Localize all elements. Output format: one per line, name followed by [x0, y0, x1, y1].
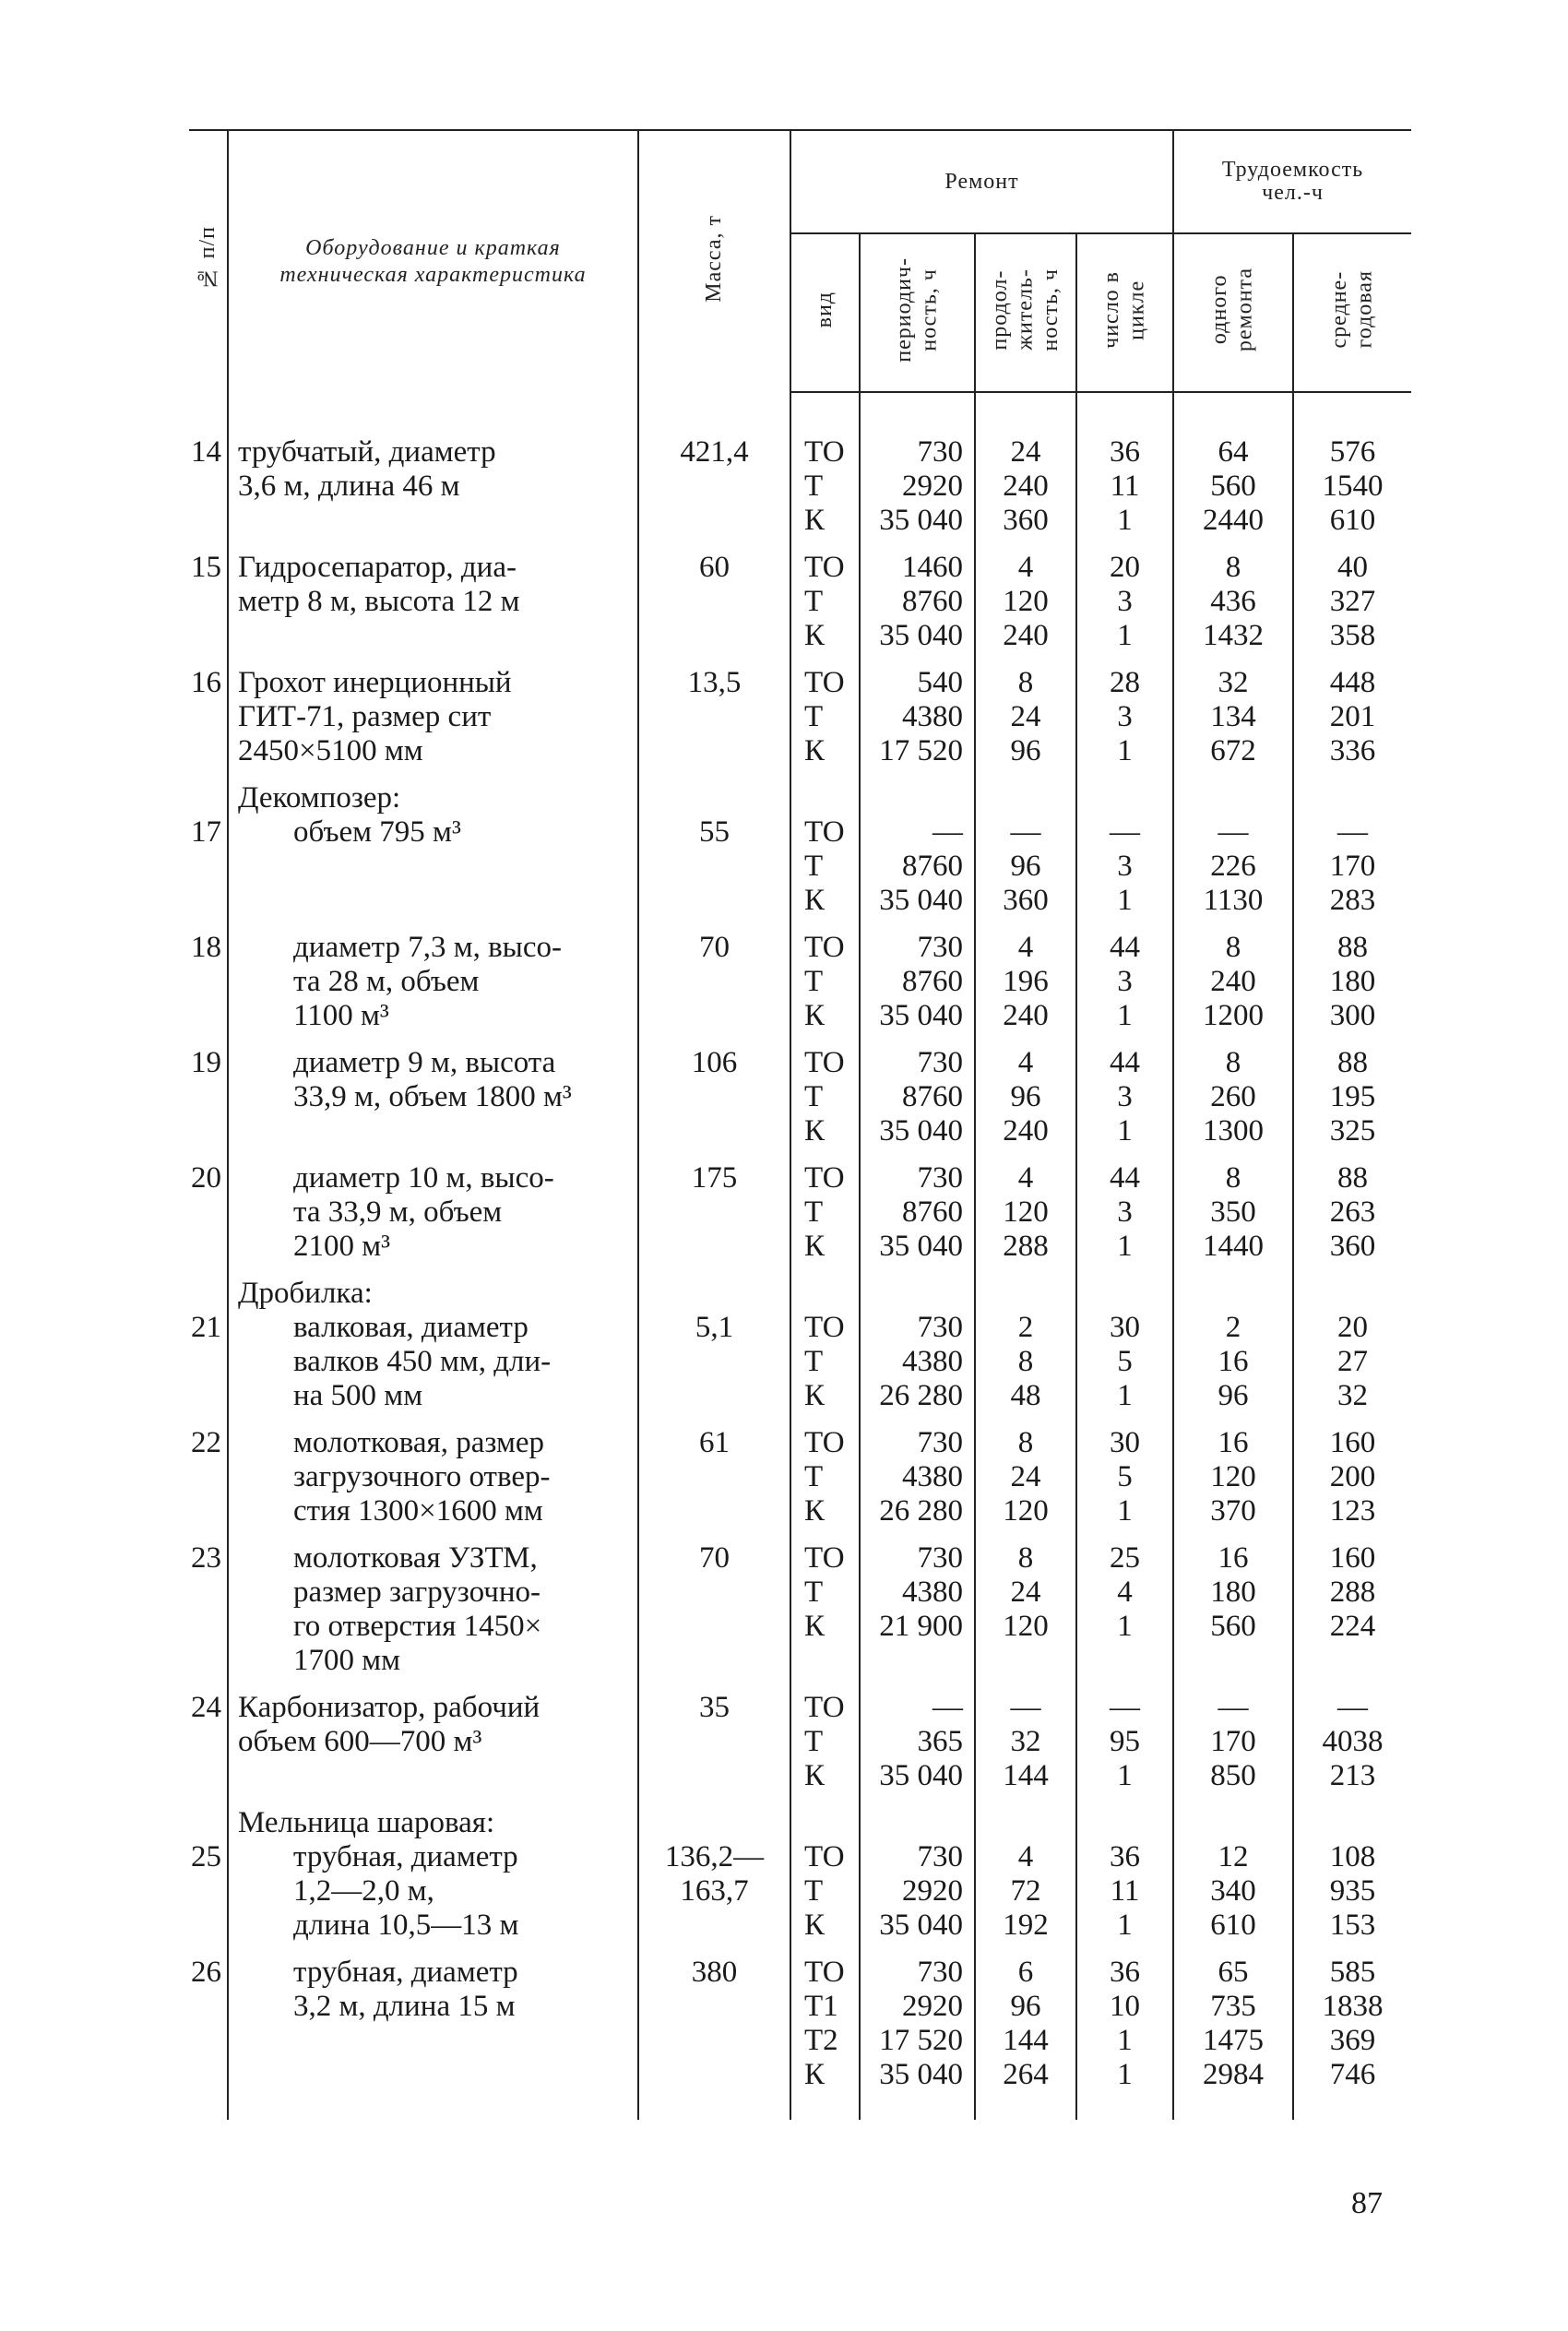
mass-value: 35 [638, 1691, 790, 1806]
table-cell [1293, 1806, 1411, 1840]
table-cell [975, 1806, 1076, 1840]
table-cell [189, 781, 228, 815]
labor-one-repair: — 226 1130 [1173, 815, 1293, 931]
repair-duration: 2 8 48 [975, 1311, 1076, 1426]
repair-duration: 4 96 240 [975, 1046, 1076, 1161]
table-row [189, 815, 1411, 931]
table-cell [1076, 1806, 1173, 1840]
repair-duration: 6 96 144 264 [975, 1956, 1076, 2120]
table-row [189, 551, 1411, 666]
repair-kind: ТО Т К [790, 1541, 860, 1691]
col-header-duration: продол- житель- ность, ч [975, 233, 1076, 392]
repair-duration: — 32 144 [975, 1691, 1076, 1806]
labor-one-repair: 16 120 370 [1173, 1426, 1293, 1541]
table-cell [189, 1277, 228, 1311]
labor-annual: 108 935 153 [1293, 1840, 1411, 1956]
row-number: 18 [191, 931, 221, 964]
row-number: 19 [191, 1046, 221, 1079]
row-number: 16 [191, 666, 221, 699]
table-row [189, 435, 1411, 551]
repair-count: 36 11 1 [1076, 435, 1173, 551]
repair-count: 36 11 1 [1076, 1840, 1173, 1956]
repair-duration: 4 72 192 [975, 1840, 1076, 1956]
labor-one-repair: — 170 850 [1173, 1691, 1293, 1806]
equipment-description: молотковая, размер загрузочного отвер- стия 1300×1600 мм [228, 1426, 638, 1541]
row-number: 26 [191, 1956, 221, 1989]
mass-value: 70 [638, 1541, 790, 1691]
mass-value: 421,4 [638, 435, 790, 551]
repair-period: 730 4380 26 280 [860, 1311, 975, 1426]
equipment-description: объем 795 м³ [228, 815, 638, 931]
repair-period: 730 8760 35 040 [860, 931, 975, 1046]
group-label: Декомпозер: [228, 781, 638, 815]
labor-one-repair: 8 436 1432 [1173, 551, 1293, 666]
labor-annual: 20 27 32 [1293, 1311, 1411, 1426]
row-number: 17 [191, 815, 221, 849]
equipment-description: трубная, диаметр 1,2—2,0 м, длина 10,5—13 м [228, 1840, 638, 1956]
repair-kind: ТО Т К [790, 1426, 860, 1541]
spacer-row [189, 392, 1411, 435]
repair-kind: ТО Т К [790, 435, 860, 551]
col-header-mass: Масса, т [638, 130, 790, 392]
labor-annual: 160 200 123 [1293, 1426, 1411, 1541]
repair-count: 20 3 1 [1076, 551, 1173, 666]
repair-count: 44 3 1 [1076, 1046, 1173, 1161]
row-number: 21 [191, 1311, 221, 1344]
repair-count: 30 5 1 [1076, 1311, 1173, 1426]
repair-kind: ТО Т К [790, 1840, 860, 1956]
row-number: 22 [191, 1426, 221, 1459]
repair-kind: ТО Т К [790, 931, 860, 1046]
mass-value: 13,5 [638, 666, 790, 781]
header-row-1 [189, 130, 1411, 233]
table-row [189, 1691, 1411, 1806]
labor-annual: — 170 283 [1293, 815, 1411, 931]
repair-period: — 365 35 040 [860, 1691, 975, 1806]
table-body [189, 392, 1411, 2120]
col-header-labor: Трудоемкость чел.-ч [1173, 130, 1411, 233]
equipment-description: молотковая УЗТМ, размер загрузочно- го отверстия 1450× 1700 мм [228, 1541, 638, 1691]
col-header-desc: Оборудование и краткая техническая характеристика [228, 130, 638, 392]
table-row [189, 666, 1411, 781]
repair-period: — 8760 35 040 [860, 815, 975, 931]
repair-count: — 95 1 [1076, 1691, 1173, 1806]
labor-annual: — 4038 213 [1293, 1691, 1411, 1806]
table-cell [860, 1277, 975, 1311]
repair-duration: 8 24 96 [975, 666, 1076, 781]
row-number: 15 [191, 551, 221, 584]
repair-period: 730 8760 35 040 [860, 1161, 975, 1277]
table-cell [638, 1806, 790, 1840]
repair-count: — 3 1 [1076, 815, 1173, 931]
mass-value: 60 [638, 551, 790, 666]
repair-duration: 4 196 240 [975, 931, 1076, 1046]
equipment-description: валковая, диаметр валков 450 мм, дли- на 500 мм [228, 1311, 638, 1426]
repair-count: 44 3 1 [1076, 1161, 1173, 1277]
repair-kind: ТО Т К [790, 1046, 860, 1161]
row-number: 14 [191, 435, 221, 469]
table-row [189, 931, 1411, 1046]
repair-kind: ТО Т К [790, 1161, 860, 1277]
equipment-description: трубная, диаметр 3,2 м, длина 15 м [228, 1956, 638, 2120]
mass-value: 70 [638, 931, 790, 1046]
repair-count: 28 3 1 [1076, 666, 1173, 781]
table-cell [975, 781, 1076, 815]
table-row [189, 1311, 1411, 1426]
mass-value: 61 [638, 1426, 790, 1541]
table-cell [638, 1277, 790, 1311]
equipment-description: диаметр 10 м, высо- та 33,9 м, объем 2100 м³ [228, 1161, 638, 1277]
table-row [189, 1956, 1411, 2120]
table-cell [860, 781, 975, 815]
labor-annual: 40 327 358 [1293, 551, 1411, 666]
repair-period: 730 4380 21 900 [860, 1541, 975, 1691]
equipment-description: диаметр 7,3 м, высо- та 28 м, объем 1100 м³ [228, 931, 638, 1046]
table-cell [1293, 781, 1411, 815]
labor-annual: 585 1838 369 746 [1293, 1956, 1411, 2120]
table-cell [790, 1277, 860, 1311]
repair-count: 25 4 1 [1076, 1541, 1173, 1691]
labor-one-repair: 2 16 96 [1173, 1311, 1293, 1426]
col-header-num: № п/п [189, 130, 228, 392]
labor-annual: 576 1540 610 [1293, 435, 1411, 551]
repair-duration: — 96 360 [975, 815, 1076, 931]
col-header-repair: Ремонт [790, 130, 1173, 233]
labor-one-repair: 32 134 672 [1173, 666, 1293, 781]
table-cell [1173, 1806, 1293, 1840]
labor-annual: 88 195 325 [1293, 1046, 1411, 1161]
repair-duration: 8 24 120 [975, 1426, 1076, 1541]
repair-count: 44 3 1 [1076, 931, 1173, 1046]
repair-count: 36 10 1 1 [1076, 1956, 1173, 2120]
repair-kind: ТО Т1 Т2 К [790, 1956, 860, 2120]
table-cell [975, 1277, 1076, 1311]
mass-value: 175 [638, 1161, 790, 1277]
group-row [189, 1277, 1411, 1311]
mass-value: 136,2— 163,7 [638, 1840, 790, 1956]
repair-period: 1460 8760 35 040 [860, 551, 975, 666]
table-cell [860, 1806, 975, 1840]
table-row [189, 1840, 1411, 1956]
table-cell [1173, 1277, 1293, 1311]
table-cell [1076, 1277, 1173, 1311]
labor-one-repair: 64 560 2440 [1173, 435, 1293, 551]
mass-value: 5,1 [638, 1311, 790, 1426]
repair-period: 730 4380 26 280 [860, 1426, 975, 1541]
table-row [189, 1046, 1411, 1161]
labor-one-repair: 8 240 1200 [1173, 931, 1293, 1046]
repair-period: 730 2920 35 040 [860, 435, 975, 551]
row-number: 25 [191, 1840, 221, 1873]
table-cell [790, 1806, 860, 1840]
labor-one-repair: 65 735 1475 2984 [1173, 1956, 1293, 2120]
repair-period: 730 2920 35 040 [860, 1840, 975, 1956]
repair-kind: ТО Т К [790, 815, 860, 931]
table-row [189, 1161, 1411, 1277]
labor-one-repair: 16 180 560 [1173, 1541, 1293, 1691]
col-header-period: периодич- ность, ч [860, 233, 975, 392]
repair-duration: 4 120 288 [975, 1161, 1076, 1277]
col-header-kind: вид [790, 233, 860, 392]
page-number: 87 [1351, 2186, 1383, 2220]
repair-duration: 8 24 120 [975, 1541, 1076, 1691]
labor-one-repair: 8 350 1440 [1173, 1161, 1293, 1277]
repair-period: 730 2920 17 520 35 040 [860, 1956, 975, 2120]
table-cell [1293, 1277, 1411, 1311]
row-number: 20 [191, 1161, 221, 1195]
row-number: 23 [191, 1541, 221, 1575]
labor-annual: 88 263 360 [1293, 1161, 1411, 1277]
labor-annual: 88 180 300 [1293, 931, 1411, 1046]
table-row [189, 1541, 1411, 1691]
labor-annual: 448 201 336 [1293, 666, 1411, 781]
col-header-count: число в цикле [1076, 233, 1173, 392]
table-cell [1076, 781, 1173, 815]
repair-count: 30 5 1 [1076, 1426, 1173, 1541]
col-header-annual: средне- годовая [1293, 233, 1411, 392]
table-cell [1173, 781, 1293, 815]
mass-value: 380 [638, 1956, 790, 2120]
group-label: Мельница шаровая: [228, 1806, 638, 1840]
repair-kind: ТО Т К [790, 551, 860, 666]
mass-value: 106 [638, 1046, 790, 1161]
repair-kind: ТО Т К [790, 666, 860, 781]
repair-period: 540 4380 17 520 [860, 666, 975, 781]
equipment-description: Грохот инерционный ГИТ-71, размер сит 2450×5100 мм [228, 666, 638, 781]
table-cell [790, 781, 860, 815]
table-cell [638, 781, 790, 815]
group-row [189, 781, 1411, 815]
repair-schedule-table [189, 129, 1411, 2120]
labor-one-repair: 8 260 1300 [1173, 1046, 1293, 1161]
repair-duration: 4 120 240 [975, 551, 1076, 666]
repair-duration: 24 240 360 [975, 435, 1076, 551]
equipment-description: трубчатый, диаметр 3,6 м, длина 46 м [228, 435, 638, 551]
group-row [189, 1806, 1411, 1840]
repair-kind: ТО Т К [790, 1691, 860, 1806]
equipment-description: диаметр 9 м, высота 33,9 м, объем 1800 м³ [228, 1046, 638, 1161]
row-number: 24 [191, 1691, 221, 1724]
repair-period: 730 8760 35 040 [860, 1046, 975, 1161]
table-cell [189, 1806, 228, 1840]
labor-annual: 160 288 224 [1293, 1541, 1411, 1691]
repair-kind: ТО Т К [790, 1311, 860, 1426]
mass-value: 55 [638, 815, 790, 931]
group-label: Дробилка: [228, 1277, 638, 1311]
table-row [189, 1426, 1411, 1541]
col-header-one-repair: одного ремонта [1173, 233, 1293, 392]
equipment-description: Гидросепаратор, диа- метр 8 м, высота 12 м [228, 551, 638, 666]
equipment-description: Карбонизатор, рабочий объем 600—700 м³ [228, 1691, 638, 1806]
labor-one-repair: 12 340 610 [1173, 1840, 1293, 1956]
